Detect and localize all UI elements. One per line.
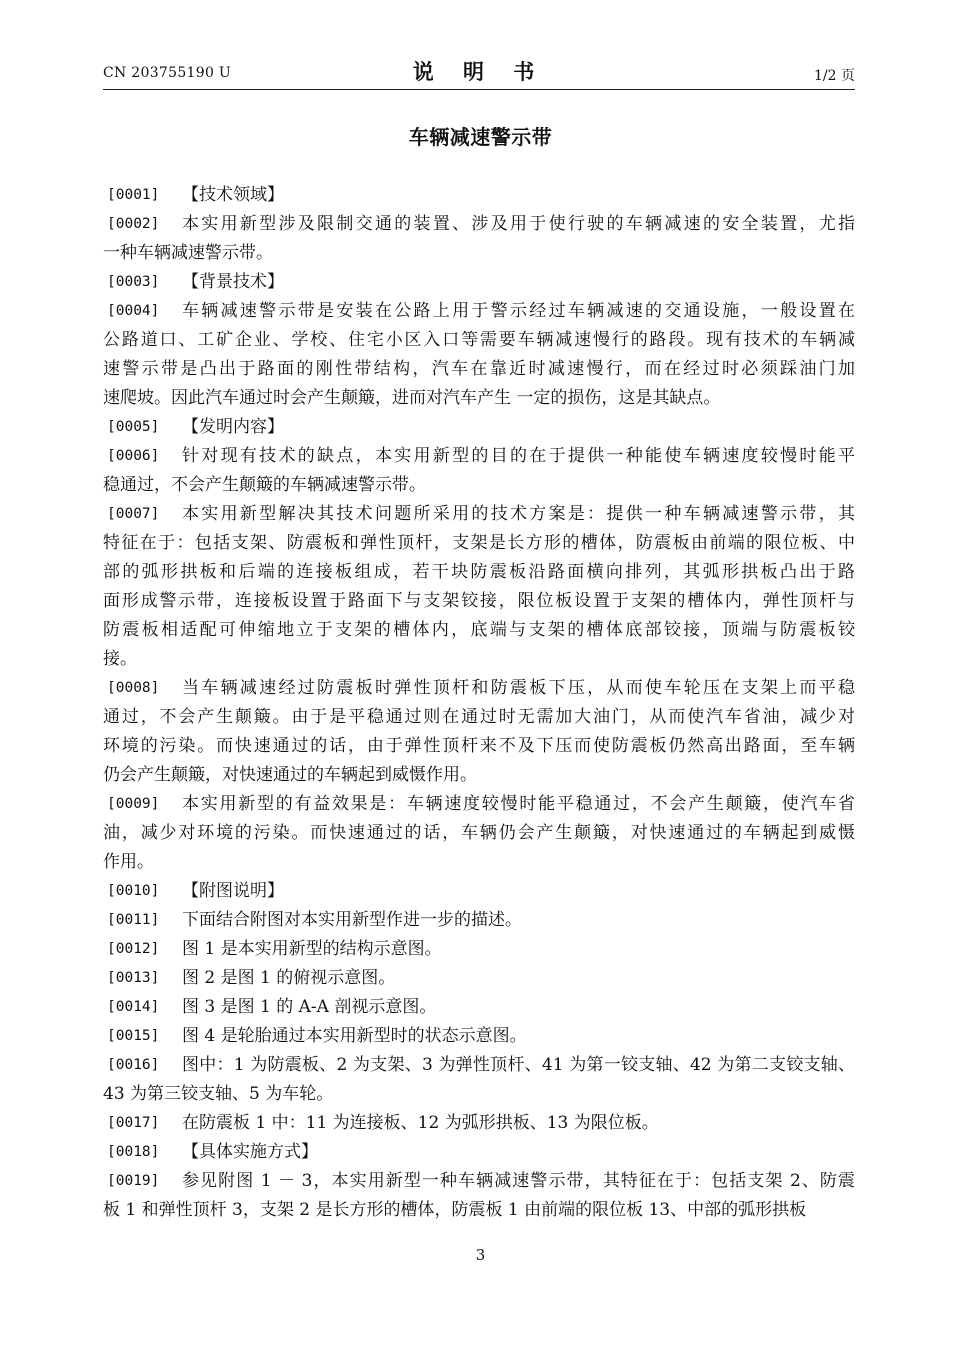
- paragraph-text: 参见附图 1 － 3，本实用新型一种车辆减速警示带，其特征在于：包括支架 2、防震: [182, 1171, 855, 1191]
- paragraph-line: [103, 761, 855, 790]
- paragraph: [107, 993, 855, 1022]
- paragraph-line: [107, 297, 855, 326]
- paragraph-number: [0014]: [107, 999, 160, 1015]
- paragraph-line: [107, 1167, 855, 1196]
- paragraph: [107, 413, 855, 442]
- paragraph-text: 43 为第三铰支轴、5 为车轮。: [103, 1084, 334, 1104]
- paragraph-line: [107, 268, 855, 297]
- paragraph: [103, 210, 855, 268]
- paragraph-text: 油，减少对环境的污染。而快速通过的话，车辆仍会产生颠簸，对快速通过的车辆起到威慑: [103, 823, 855, 843]
- paragraph-line: [103, 732, 855, 761]
- paragraph-line: [107, 877, 855, 906]
- paragraph-text: 防震板相适配可伸缩地立于支架的槽体内，底端与支架的槽体底部铰接，顶端与防震板铰: [103, 620, 855, 640]
- paragraph-text: 部的弧形拱板和后端的连接板组成，若干块防震板沿路面横向排列，其弧形拱板凸出于路: [103, 562, 855, 582]
- paragraph-text: 【技术领域】: [182, 185, 284, 205]
- paragraph-line: [107, 1138, 855, 1167]
- paragraph-number: [0003]: [107, 274, 160, 290]
- paragraph-text: 本实用新型的有益效果是：车辆速度较慢时能平稳通过，不会产生颠簸，使汽车省: [182, 794, 855, 814]
- paragraph-text: 通过，不会产生颠簸。由于是平稳通过则在通过时无需加大油门，从而使汽车省油，减少对: [103, 707, 855, 727]
- paragraph-text: 本实用新型解决其技术问题所采用的技术方案是：提供一种车辆减速警示带，其: [182, 504, 855, 524]
- paragraph-line: [103, 558, 855, 587]
- paragraph-number: [0017]: [107, 1115, 160, 1131]
- paragraph-line: [103, 645, 855, 674]
- paragraph-line: [103, 471, 855, 500]
- paragraph: [103, 1051, 855, 1109]
- paragraph-number: [0005]: [107, 419, 160, 435]
- paragraph-number: [0016]: [107, 1057, 160, 1073]
- paragraph-text: 图 2 是图 1 的俯视示意图。: [182, 968, 396, 988]
- paragraph-line: [107, 993, 855, 1022]
- paragraph: [103, 442, 855, 500]
- paragraph: [107, 1022, 855, 1051]
- paragraph-line: [107, 442, 855, 471]
- document-body: [103, 181, 855, 1225]
- paragraph-line: [107, 413, 855, 442]
- document-number: CN 203755190 U: [103, 65, 232, 81]
- document-title: 车辆减速警示带: [408, 125, 553, 149]
- paragraph-text: 板 1 和弹性顶杆 3，支架 2 是长方形的槽体，防震板 1 由前端的限位板 13、中部的弧形拱板: [103, 1200, 807, 1220]
- paragraph-line: [103, 529, 855, 558]
- paragraph-number: [0009]: [107, 796, 160, 812]
- paragraph-line: [107, 935, 855, 964]
- paragraph-number: [0006]: [107, 448, 160, 464]
- paragraph-line: [107, 500, 855, 529]
- paragraph-line: [107, 210, 855, 239]
- paragraph: [103, 1167, 855, 1225]
- paragraph-text: 【背景技术】: [182, 272, 284, 292]
- page-header: [103, 56, 855, 90]
- paragraph-number: [0007]: [107, 506, 160, 522]
- paragraph-number: [0013]: [107, 970, 160, 986]
- paragraph-text: 车辆减速警示带是安装在公路上用于警示经过车辆减速的交通设施，一般设置在: [182, 301, 855, 321]
- paragraph-text: 下面结合附图对本实用新型作进一步的描述。: [182, 910, 522, 930]
- paragraph: [103, 297, 855, 413]
- paragraph-text: 稳通过，不会产生颠簸的车辆减速警示带。: [103, 475, 426, 495]
- paragraph: [107, 181, 855, 210]
- paragraph-line: [103, 616, 855, 645]
- paragraph-text: 在防震板 1 中：11 为连接板、12 为弧形拱板、13 为限位板。: [182, 1113, 659, 1133]
- paragraph-text: 速爬坡。因此汽车通过时会产生颠簸，进而对汽车产生 一定的损伤，这是其缺点。: [103, 388, 721, 408]
- page-count: 1/2 页: [814, 68, 855, 84]
- paragraph-line: [107, 906, 855, 935]
- paragraph-number: [0018]: [107, 1144, 160, 1160]
- paragraph-text: 【具体实施方式】: [182, 1142, 318, 1162]
- paragraph-text: 特征在于：包括支架、防震板和弹性顶杆，支架是长方形的槽体，防震板由前端的限位板、中: [103, 533, 855, 553]
- paragraph-text: 环境的污染。而快速通过的话，由于弹性顶杆来不及下压而使防震板仍然高出路面，至车辆: [103, 736, 855, 756]
- paragraph-line: [107, 1109, 855, 1138]
- paragraph: [103, 500, 855, 674]
- paragraph-number: [0011]: [107, 912, 160, 928]
- paragraph-line: [107, 790, 855, 819]
- paragraph-number: [0001]: [107, 187, 160, 203]
- paragraph-line: [103, 326, 855, 355]
- paragraph: [107, 877, 855, 906]
- paragraph-line: [103, 848, 855, 877]
- paragraph: [107, 935, 855, 964]
- paragraph-text: 一种车辆减速警示带。: [103, 243, 273, 263]
- header-rule: [103, 89, 855, 90]
- page-number: 3: [475, 1246, 486, 1264]
- paragraph-text: 【附图说明】: [182, 881, 284, 901]
- paragraph-text: 速警示带是凸出于路面的刚性带结构，汽车在靠近时减速慢行，而在经过时必须踩油门加: [103, 359, 855, 379]
- paragraph-text: 图 4 是轮胎通过本实用新型时的状态示意图。: [182, 1026, 527, 1046]
- paragraph-line: [103, 355, 855, 384]
- paragraph-line: [107, 1022, 855, 1051]
- paragraph-text: 图 1 是本实用新型的结构示意图。: [182, 939, 442, 959]
- paragraph-line: [103, 1080, 855, 1109]
- paragraph-line: [103, 587, 855, 616]
- paragraph: [107, 964, 855, 993]
- paragraph-number: [0004]: [107, 303, 160, 319]
- paragraph-line: [103, 239, 855, 268]
- paragraph-text: 图 3 是图 1 的 A-A 剖视示意图。: [182, 997, 437, 1017]
- paragraph: [103, 790, 855, 877]
- paragraph-number: [0019]: [107, 1173, 160, 1189]
- paragraph-text: 作用。: [103, 852, 154, 872]
- paragraph-text: 本实用新型涉及限制交通的装置、涉及用于使行驶的车辆减速的安全装置，尤指: [182, 214, 855, 234]
- paragraph-text: 公路道口、工矿企业、学校、住宅小区入口等需要车辆减速慢行的路段。现有技术的车辆减: [103, 330, 855, 350]
- paragraph-line: [107, 674, 855, 703]
- paragraph: [103, 674, 855, 790]
- paragraph-text: 面形成警示带，连接板设置于路面下与支架铰接，限位板设置于支架的槽体内，弹性顶杆与: [103, 591, 855, 611]
- paragraph: [107, 906, 855, 935]
- paragraph-number: [0012]: [107, 941, 160, 957]
- paragraph-number: [0015]: [107, 1028, 160, 1044]
- paragraph-line: [107, 964, 855, 993]
- paragraph-line: [103, 703, 855, 732]
- paragraph: [107, 1109, 855, 1138]
- paragraph-text: 【发明内容】: [182, 417, 284, 437]
- paragraph: [107, 1138, 855, 1167]
- paragraph: [107, 268, 855, 297]
- paragraph-text: 针对现有技术的缺点，本实用新型的目的在于提供一种能使车辆速度较慢时能平: [182, 446, 855, 466]
- paragraph-number: [0010]: [107, 883, 160, 899]
- paragraph-text: 接。: [103, 649, 137, 669]
- paragraph-text: 当车辆减速经过防震板时弹性顶杆和防震板下压，从而使车轮压在支架上而平稳: [182, 678, 855, 698]
- paragraph-text: 仍会产生颠簸，对快速通过的车辆起到威慑作用。: [103, 765, 477, 785]
- paragraph-line: [103, 384, 855, 413]
- paragraph-line: [107, 1051, 855, 1080]
- paragraph-number: [0008]: [107, 680, 160, 696]
- paragraph-text: 图中：1 为防震板、2 为支架、3 为弹性顶杆、41 为第一铰支轴、42 为第二支铰支轴、: [182, 1055, 855, 1075]
- paragraph-line: [107, 181, 855, 210]
- paragraph-line: [103, 1196, 855, 1225]
- paragraph-line: [103, 819, 855, 848]
- paragraph-number: [0002]: [107, 216, 160, 232]
- document-type: 说 明 书: [412, 59, 546, 84]
